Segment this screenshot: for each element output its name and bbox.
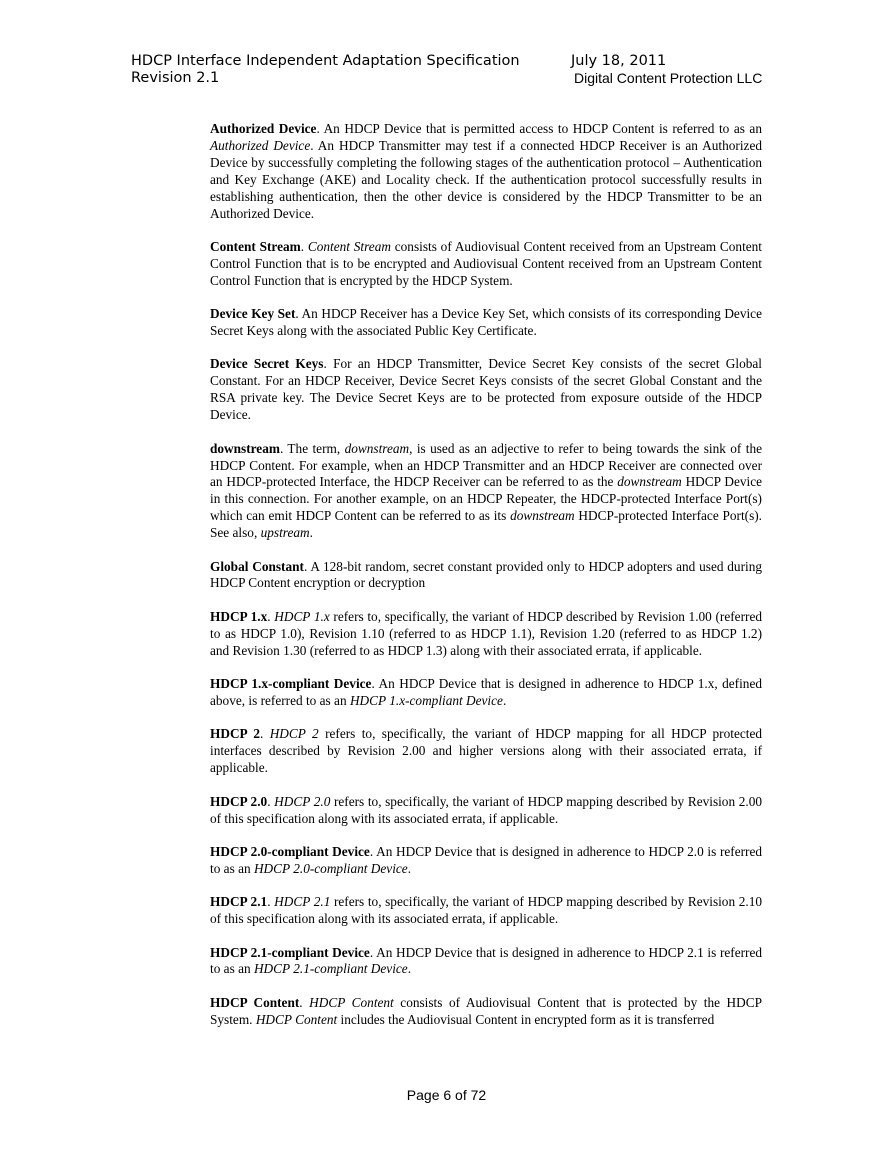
definition-term: HDCP 2.1 [210,894,268,910]
definition-paragraph [210,121,762,222]
definition-term: HDCP 2 [210,726,260,742]
definitions-list [210,121,762,1045]
document-date: July 18, 2011 [571,53,667,69]
emphasis-text: HDCP 2.0 [274,793,331,809]
definition-term: HDCP 2.0-compliant Device [210,843,370,859]
definition-text: . [267,894,275,910]
definition-text: . A 128-bit random, secret constant provided only to HDCP adopters and used during HDCP Content encryption or decryption [210,558,763,591]
definition-text: refers to, specifically, the variant of HDCP mapping described by Revision 2.00 of this specification along with its associated errata, if applicable. [210,793,762,826]
definition-paragraph [210,441,762,542]
emphasis-text: downstream [344,440,410,456]
organization-name: Digital Content Protection LLC [574,70,763,86]
emphasis-text: upstream [260,525,310,541]
definition-term: HDCP 2.0 [210,793,268,809]
emphasis-text: HDCP 2.1-compliant Device [253,961,408,977]
definition-text: refers to, specifically, the variant of HDCP mapping described by Revision 2.10 of this specification along with its associated errata, if applicable. [210,894,762,927]
definition-text: . An HDCP Device that is permitted access to HDCP Content is referred to as an [316,121,762,136]
definition-paragraph [210,559,762,593]
definition-term: Authorized Device [210,121,317,136]
definition-text: . [299,994,310,1010]
definition-text: . [309,525,313,541]
page-header-right [571,53,762,87]
definition-text: . For an HDCP Transmitter, Device Secret Key consists of the secret Global Constant. For an HDCP Receiver, Device Secret Keys consists of the secret Global Constant and the RSA private key. The Device Secret Keys are to be protected from exposure outside of the HDCP Device. [210,356,762,423]
definition-paragraph [210,356,762,424]
definition-text: includes the Audiovisual Content in encrypted form as it is transferred [337,1011,715,1027]
definition-text: HDCP Device in this connection. For another example, on an HDCP Repeater, the HDCP-protected Interface Port(s) which can emit HDCP Content can be referred to as its [210,474,763,524]
definition-text: . [407,860,412,876]
document-revision: Revision 2.1 [131,70,220,86]
definition-term: Content Stream [210,238,301,254]
definition-paragraph [210,306,762,340]
definition-text: , is used as an adjective to refer to being towards the sink of the HDCP Content. For example, when an HDCP Transmitter and an HDCP Receiver are connected over an HDCP-protected Interface, the HDCP Receiver can be referred to as the [210,440,762,490]
emphasis-text: HDCP Content [309,994,394,1010]
definition-paragraph [210,894,762,928]
emphasis-text: HDCP 1.x-compliant Device [349,692,503,708]
definition-term: Device Key Set [210,306,296,322]
definition-paragraph [210,995,762,1029]
emphasis-text: HDCP Content [255,1011,338,1027]
definition-term: HDCP 2.1-compliant Device [210,944,370,960]
definition-text: . [267,608,275,624]
definition-text: . An HDCP Device that is designed in adherence to HDCP 2.0 is referred to as an [210,843,763,876]
definition-text: . An HDCP Device that is designed in adherence to HDCP 1.x, defined above, is referred to as an [210,676,763,708]
emphasis-text: Content Stream [307,238,391,254]
definition-term: HDCP 1.x [210,608,268,624]
definition-paragraph [210,945,762,979]
definition-paragraph [210,609,762,660]
emphasis-text: Authorized Device [210,137,311,153]
emphasis-text: HDCP 2.0-compliant Device [253,860,408,876]
definition-term: downstream [210,440,280,456]
definition-paragraph [210,726,762,777]
definition-term: HDCP 1.x-compliant Device [210,676,372,692]
definition-term: HDCP Content [210,994,300,1010]
emphasis-text: downstream [510,508,575,524]
definition-text: . [259,726,270,742]
definition-term: Device Secret Keys [210,356,324,372]
definition-text: . An HDCP Device that is designed in adherence to HDCP 2.1 is referred to as an [210,944,763,977]
definition-text: consists of Audiovisual Content received from an Upstream Content Control Function that is to be encrypted and Audiovisual Content received from an Upstream Content Control Function that is encrypted by the HDCP System. [210,238,763,288]
definition-paragraph [210,676,762,710]
definition-text: consists of Audiovisual Content that is protected by the HDCP System. [210,994,763,1027]
document-title: HDCP Interface Independent Adaptation Specification [131,53,520,69]
emphasis-text: downstream [617,474,682,490]
definition-text: . An HDCP Transmitter may test if a connected HDCP Receiver is an Authorized Device by successfully completing the following stages of the authentication protocol – Authentication and Key Exchange (AKE) and Locality check. If the authentication protocol successfully results in establishing authentication, then the other device is considered by the HDCP Transmitter to be an Authorized Device. [210,137,762,221]
definition-text: . [300,238,308,254]
definition-text: . [267,793,275,809]
definition-text: . An HDCP Receiver has a Device Key Set, which consists of its corresponding Device Secret Keys along with the associated Public Key Certificate. [210,306,762,339]
emphasis-text: HDCP 1.x [274,608,330,624]
definition-text: refers to, specifically, the variant of HDCP described by Revision 1.00 (referred to as HDCP 1.0), Revision 1.10 (referred to as HDCP 1.1), Revision 1.20 (referred to as HDCP 1.2) and Revision 1.30 (referred to as HDCP 1.3) along with their associated errata, if applicable. [210,608,762,658]
definition-text: refers to, specifically, the variant of HDCP mapping for all HDCP protected interfaces described by Revision 2.00 and higher versions along with their associated errata, if applicable. [210,726,762,776]
emphasis-text: HDCP 2 [269,726,319,742]
definition-text: . [407,961,412,977]
page-header-left [131,53,520,87]
definition-text: HDCP-protected Interface Port(s). See also, [210,508,763,541]
definition-text: . [502,692,507,708]
emphasis-text: HDCP 2.1 [274,894,331,910]
definition-text: . The term, [279,440,345,456]
definition-paragraph [210,239,762,290]
definition-paragraph [210,844,762,878]
page-number: Page 6 of 72 [406,1087,487,1103]
definition-paragraph [210,794,762,828]
definition-term: Global Constant [210,558,304,574]
